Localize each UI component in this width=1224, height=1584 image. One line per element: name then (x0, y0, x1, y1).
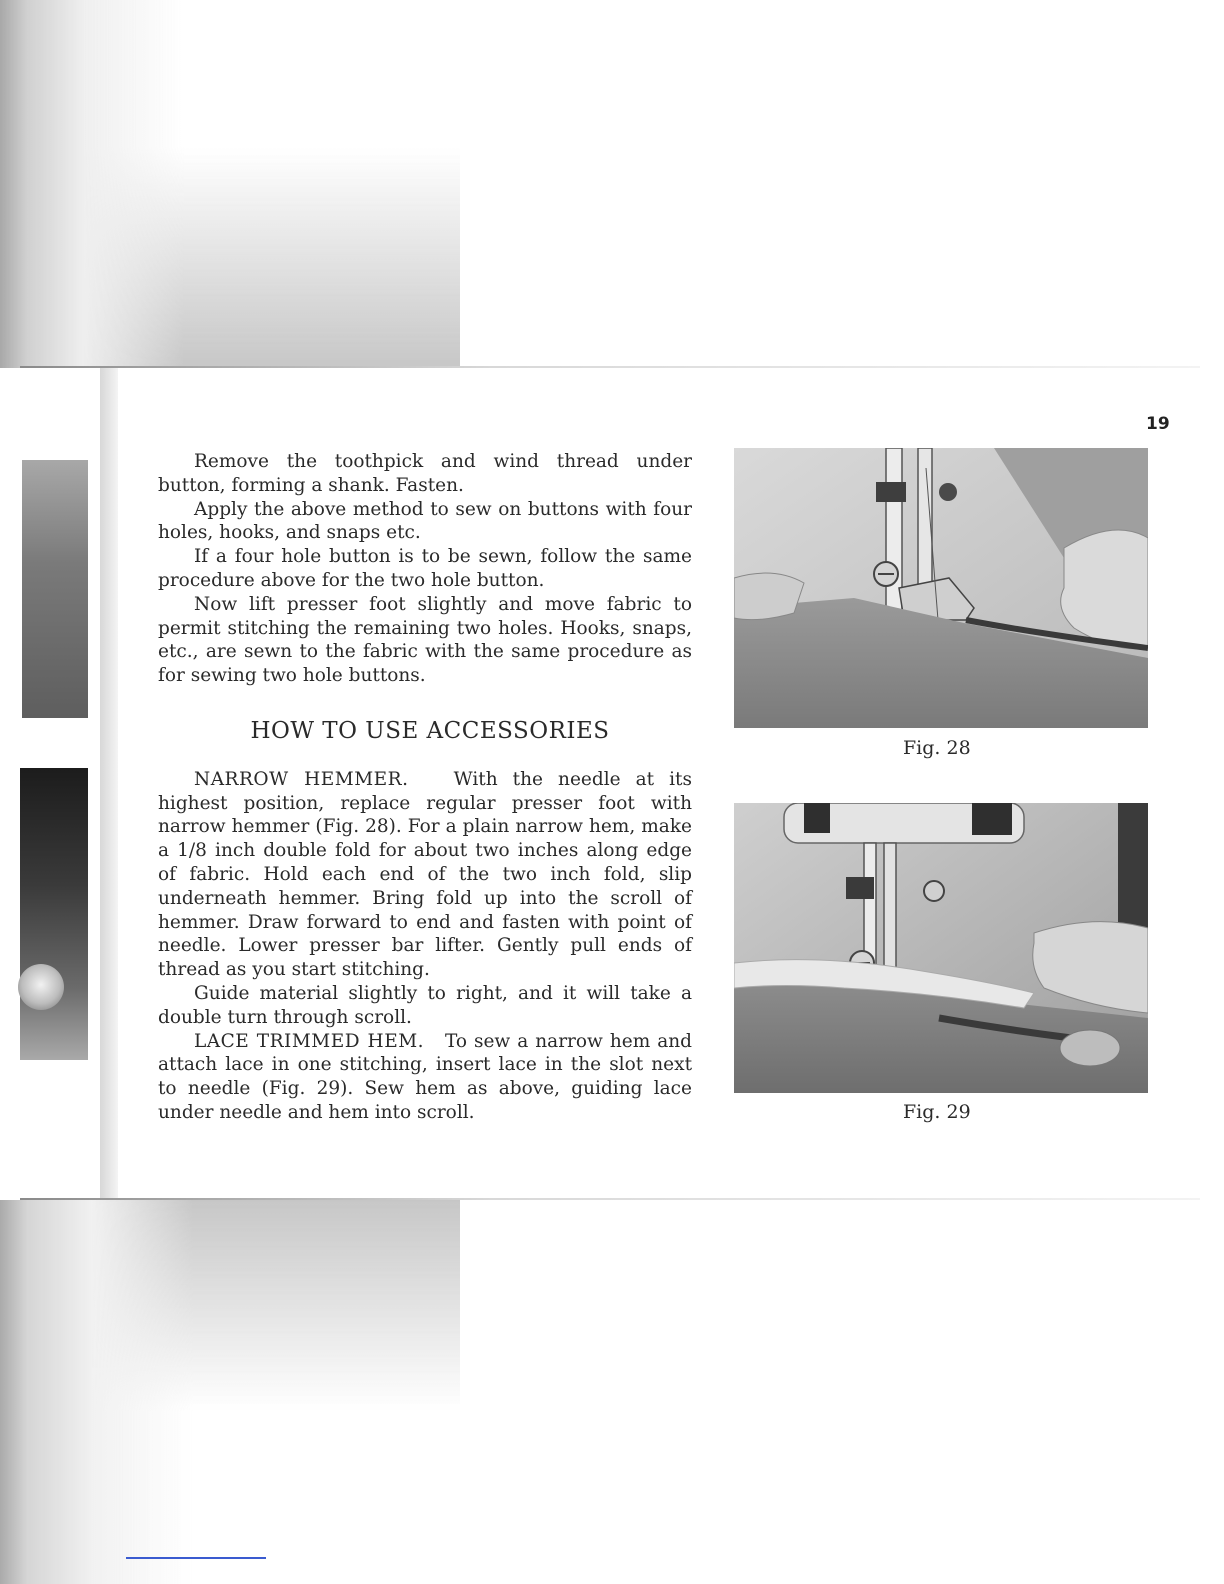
scan-shadow-top (0, 0, 460, 368)
bottom-link-underline (126, 1557, 266, 1559)
page-binding (100, 368, 118, 1198)
paragraph-narrow-hemmer (158, 768, 692, 982)
section-heading: HOW TO USE ACCESSORIES (250, 717, 610, 744)
figure-29-photo (734, 803, 1148, 1093)
page-number: 19 (1146, 414, 1170, 434)
paragraph-shank: Remove the toothpick and wind thread under button, forming a shank. Fasten. (158, 451, 692, 496)
scan-shadow-bottom (0, 1200, 460, 1584)
page-edge-top (20, 366, 1200, 368)
adjacent-page-photo-edge-dark (20, 768, 88, 1060)
narrow-hemmer-label: NARROW HEMMER. (194, 768, 409, 790)
lace-trimmed-hem-text: To sew a narrow hem and attach lace in one stitching, insert lace in the slot next to needle (Fig. 29). Sew hem as above, guiding lace under needle and hem into scroll. (158, 1030, 692, 1123)
adjacent-page-knob-fragment (18, 964, 64, 1010)
adjacent-page-photo-edge (22, 460, 88, 718)
paragraph-lace-trimmed-hem (158, 1030, 692, 1125)
text-column (158, 450, 692, 1125)
paragraph-four-holes: Apply the above method to sew on buttons with four holes, hooks, and snaps etc. (158, 498, 692, 544)
paragraph-four-hole-button: If a four hole button is to be sewn, follow the same procedure above for the two hole button. (158, 546, 692, 591)
lace-trimmed-hem-label: LACE TRIMMED HEM. (194, 1030, 425, 1052)
narrow-hemmer-text: With the needle at its highest position, replace regular presser foot with narrow hemmer (Fig. 28). For a plain narrow hem, make a 1/8 inch double fold for about two inches along edge of fabric. Hold each end of the two inch fold, slip underneath hemmer. Bring fold up into the scroll of hemmer. Draw forward to end and fasten with point of needle. Lower presser bar lifter. Gently pull ends of thread as you start stitching. (158, 768, 692, 981)
page-edge-bottom (20, 1198, 1200, 1200)
figure-28-caption: Fig. 28 (903, 737, 971, 759)
narrow-hemmer-photo (734, 448, 1148, 728)
lace-trimmed-hem-photo (734, 803, 1148, 1093)
figure-29-caption: Fig. 29 (903, 1101, 971, 1123)
paragraph-lift-presser-foot: Now lift presser foot slightly and move fabric to permit stitching the remaining two holes. Hooks, snaps, etc., are sewn to the fabric with the same procedure as for sewing two hole buttons. (158, 593, 692, 687)
figure-28-photo (734, 448, 1148, 728)
paragraph-guide-material: Guide material slightly to right, and it will take a double turn through scroll. (158, 982, 692, 1028)
